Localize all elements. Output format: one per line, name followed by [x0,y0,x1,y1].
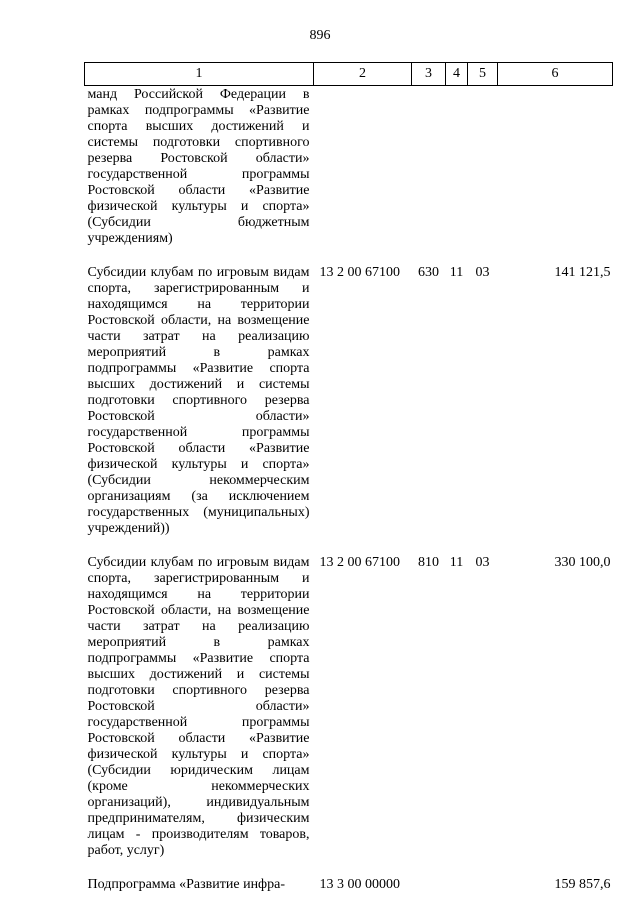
header-col-5: 5 [468,63,498,86]
table-row [85,86,613,262]
row-amount: 330 100,0 [554,555,611,570]
page-number: 896 [309,28,331,43]
row-col5 [468,86,498,262]
row-code: 13 3 00 00000 [319,877,400,892]
row-description: Субсидии клубам по игровым видам спорта, зарегистрированным и находящимся на территории Ростовской области, на возмещение части затрат на реализацию мероприятий в рамках подпрограммы «Развитие спорта высших достижений и системы подготовки спортивного резерва Ростовской области» государственной программы Ростовской области «Развитие физической культуры и спорта» (Субсидии юридическим лицам (кроме некоммерческих организаций), индивидуальным предпринимателям, физическим лицам - производителям товаров, работ, услуг) [87,555,310,858]
header-col-3: 3 [412,63,446,86]
row-description: манд Российской Федерации в рамках подпрограммы «Развитие спорта высших достижений и системы подготовки спортивного резерва Ростовской области» государственной программы Ростовской области «Развитие физической культуры и спорта» (Субсидии бюджетным учреждениям) [87,87,310,246]
row-description: Подпрограмма «Развитие инфра- [87,877,286,892]
row-col4: 11 [449,555,464,570]
row-col3: 630 [418,265,439,280]
row-col3 [412,86,446,262]
row-col3: 810 [418,555,439,570]
row-code [314,86,412,262]
row-amount: 141 121,5 [554,265,611,280]
row-col5: 03 [475,555,490,570]
row-amount: 159 857,6 [554,877,611,892]
row-code: 13 2 00 67100 [319,265,400,280]
table-header [85,63,613,86]
row-amount [498,86,613,262]
header-col-2: 2 [314,63,412,86]
header-col-4: 4 [446,63,468,86]
row-col4: 11 [449,265,464,280]
row-col4 [446,873,468,893]
table-row [85,261,613,551]
row-col4 [446,86,468,262]
row-description: Субсидии клубам по игровым видам спорта, зарегистрированным и находящимся на территории Ростовской области, на возмещение части затрат на реализацию мероприятий в рамках подпрограммы «Развитие спорта высших достижений и системы подготовки спортивного резерва Ростовской области» государственной программы Ростовской области «Развитие физической культуры и спорта» (Субсидии некоммерческим организациям (за исключением государственных (муниципальных) учреждений)) [87,265,310,536]
header-col-6: 6 [498,63,613,86]
row-code: 13 2 00 67100 [319,555,400,570]
row-col5 [468,873,498,893]
row-col3 [412,873,446,893]
header-col-1: 1 [85,63,314,86]
table-row [85,551,613,873]
budget-table [84,62,613,893]
row-col5: 03 [475,265,490,280]
table-row [85,873,613,893]
